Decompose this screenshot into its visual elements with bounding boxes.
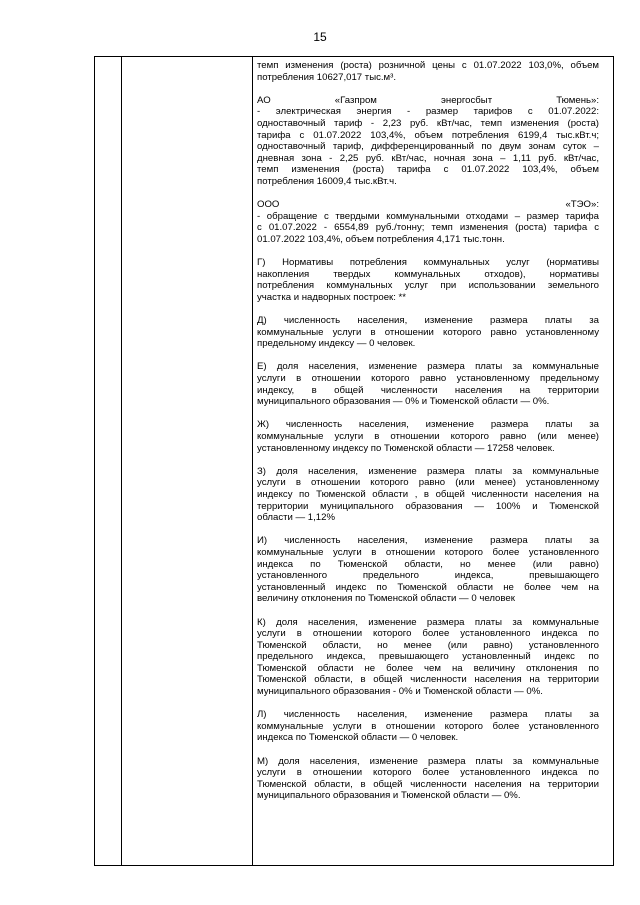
- paragraph-gazprom-energosbyt: [257, 95, 599, 188]
- text-line: М) доля населения, изменение размера платы за коммунальные: [257, 755, 599, 767]
- text-line: тарифа с 01.07.2022 103,4%, объем потребления 6199,4 тыс.кВт.ч;: [257, 129, 599, 141]
- text-line: предельного индекса, превышающего установленный индекс по: [257, 651, 599, 663]
- text-line: 01.07.2022 103,4%, объем потребления 4,171 тыс.тонн.: [257, 233, 505, 245]
- text-line: - обращение с твердыми коммунальными отходами – размер тарифа: [257, 210, 599, 222]
- paragraph-item-g: [257, 257, 599, 303]
- paragraph-item-l: [257, 709, 599, 744]
- text-line: одноставочный тариф - 2,23 руб. кВт/час, темп изменения (роста): [257, 117, 599, 129]
- text-line: Ж) численность населения, изменение размера платы за: [257, 419, 599, 431]
- text-line: темп изменения (роста) розничной цены с 01.07.2022 103,0%, объем: [257, 60, 599, 71]
- text-line: Тюменской области, но менее (или равно) установленного: [257, 639, 599, 651]
- text-line: предельному индексу — 0 человек.: [257, 338, 416, 350]
- text-line: муниципального образования — 0% и Тюменской области — 0%.: [257, 396, 550, 408]
- text-line: установленный индекс по Тюменской области не более чем на: [257, 581, 599, 593]
- text-line: установленного предельного индекса, превышающего: [257, 570, 599, 582]
- text-line: муниципального образования и Тюменской области — 0%.: [257, 790, 521, 802]
- paragraph-item-zh: [257, 419, 599, 454]
- text-line: коммунальные услуги в отношении которого равно установленному: [257, 326, 599, 338]
- text-line: дневная зона - 2,25 руб. кВт/час, ночная зона – 1,11 руб. кВт/час,: [257, 152, 599, 164]
- text-line: Тюменской области, в общей численности населения на территории: [257, 674, 599, 686]
- text-line: потребления коммунальных услуг при использовании земельного: [257, 280, 599, 292]
- column-divider-1: [121, 57, 122, 865]
- text-line: коммунальные услуги в отношении которого более установленного: [257, 546, 599, 558]
- text-line: Тюменской области, в общей численности населения на территории: [257, 778, 599, 790]
- table-frame: [94, 56, 614, 866]
- paragraph-item-i: [257, 535, 599, 605]
- text-line: установленному индексу по Тюменской области — 17258 человек.: [257, 442, 555, 454]
- text-line: муниципального образования - 0% и Тюменской области — 0%.: [257, 686, 543, 698]
- text-line: величину отклонения по Тюменской области — 0 человек: [257, 593, 515, 605]
- text-line: услуги в отношении которого равно (или менее) установленному: [257, 477, 599, 489]
- text-line: индексу по Тюменской области , в общей численности населения на: [257, 488, 599, 500]
- text-line: индексу, в общей численности населения на территории: [257, 384, 599, 396]
- text-line: АО «Газпром энергосбыт Тюмень»:: [257, 94, 599, 106]
- text-line: услуги в отношении которого более установленного индекса по: [257, 767, 599, 779]
- text-line: накопления твердых коммунальных отходов), нормативы: [257, 268, 599, 280]
- text-line: территории муниципального образования — 100% и Тюменской: [257, 500, 599, 512]
- text-line: с 01.07.2022 - 6554,89 руб./тонну; темп изменения (роста) тарифа с: [257, 222, 599, 234]
- page-number: 15: [313, 30, 327, 44]
- text-line: потребления 10627,017 тыс.м³.: [257, 71, 397, 83]
- text-line: И) численность населения, изменение размера платы за: [257, 535, 599, 547]
- text-line: индекса по Тюменской области — 0 человек.: [257, 732, 459, 744]
- paragraph-item-d: [257, 315, 599, 350]
- text-line: коммунальные услуги в отношении которого более установленного: [257, 720, 599, 732]
- text-line: Г) Нормативы потребления коммунальных услуг (нормативы: [257, 257, 599, 269]
- paragraph-item-e: [257, 361, 599, 407]
- text-line: темп изменения (роста) тарифа с 01.07.2022 103,4%, объем: [257, 164, 599, 176]
- text-line: Тюменской области не более чем на величину отклонения по: [257, 662, 599, 674]
- text-line: потребления 16009,4 тыс.кВт.ч.: [257, 175, 397, 187]
- text-line: Е) доля населения, изменение размера платы за коммунальные: [257, 361, 599, 373]
- text-line: З) доля населения, изменение размера платы за коммунальные: [257, 465, 599, 477]
- text-line: области — 1,12%: [257, 512, 336, 524]
- text-line: услуги в отношении которого более установленного индекса по: [257, 628, 599, 640]
- paragraph-item-k: [257, 617, 599, 698]
- text-line: Д) численность населения, изменение размера платы за: [257, 315, 599, 327]
- text-line: участка и надворных построек: **: [257, 291, 407, 303]
- table-cell-content: [253, 57, 603, 814]
- text-line: К) доля населения, изменение размера платы за коммунальные: [257, 616, 599, 628]
- text-line: услуги в отношении которого равно установленному предельному: [257, 373, 599, 385]
- text-line: коммунальные услуги в отношении которого равно (или менее): [257, 431, 599, 442]
- text-line: индекса по Тюменской области, но менее (или равно): [257, 558, 599, 570]
- text-line: одноставочный тариф, дифференцированный по двум зонам суток –: [257, 141, 599, 153]
- paragraph-teo: [257, 199, 599, 245]
- text-line: Л) численность населения, изменение размера платы за: [257, 709, 599, 721]
- text-line: - электрическая энергия - размер тарифов с 01.07.2022:: [257, 106, 599, 118]
- paragraph-gas-tail: [257, 60, 599, 83]
- paragraph-item-m: [257, 756, 599, 802]
- text-line: ООО «ТЭО»:: [257, 199, 599, 211]
- paragraph-item-z: [257, 466, 599, 524]
